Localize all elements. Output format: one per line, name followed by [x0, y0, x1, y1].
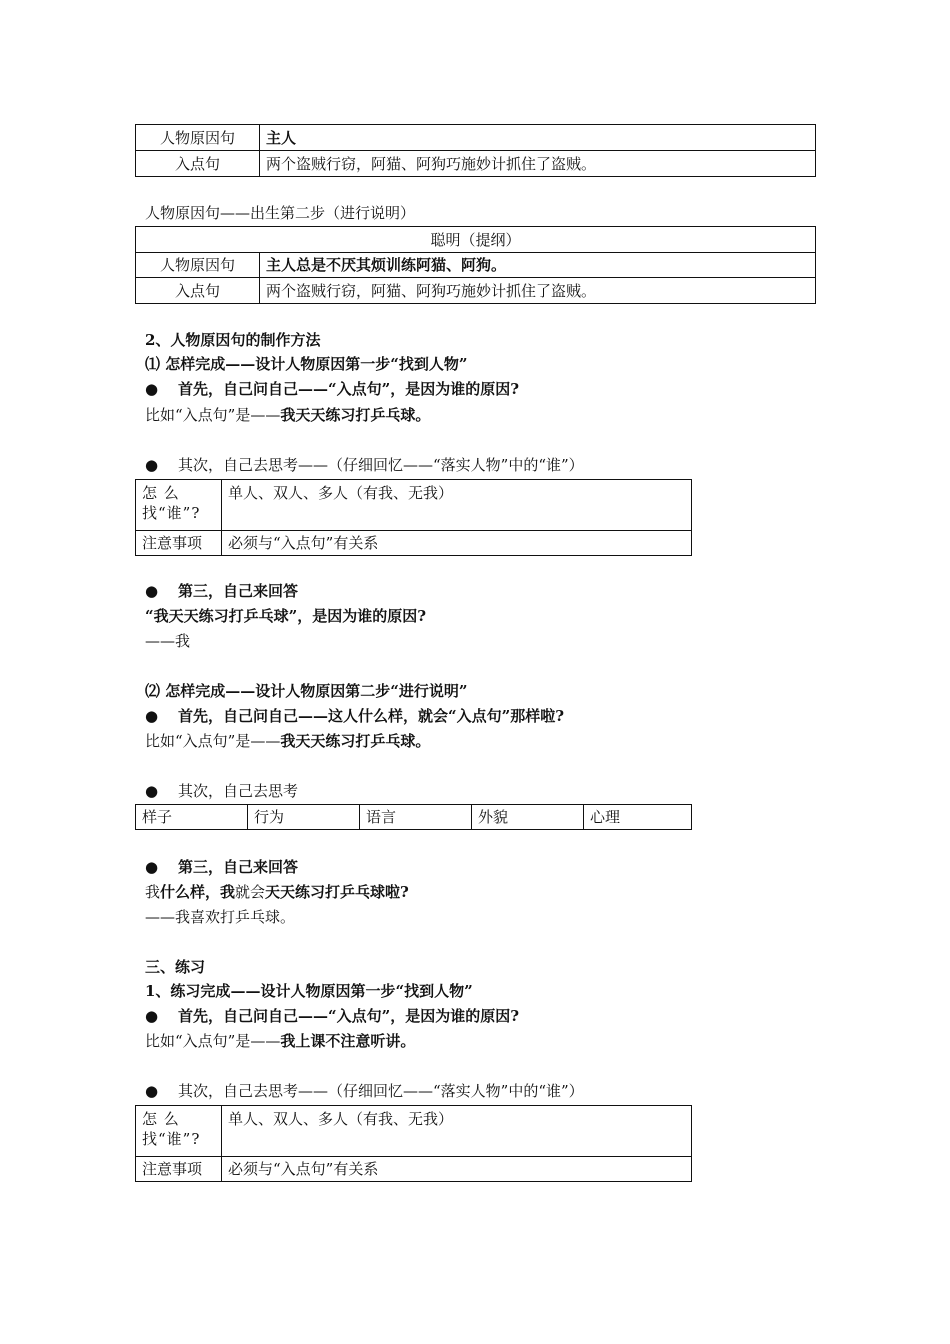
row-label: 人物原因句: [136, 253, 260, 278]
row-value: 两个盗贼行窃，阿猫、阿狗巧施妙计抓住了盗贼。: [260, 278, 816, 304]
row-value: 主人: [260, 125, 816, 151]
table-row: [136, 151, 816, 177]
row-label: 怎 么 找“谁”?: [136, 1106, 222, 1157]
row-label: 人物原因句: [136, 125, 260, 151]
row-value: 单人、双人、多人（有我、无我）: [222, 1106, 692, 1157]
table-find-who-practice: [135, 1105, 692, 1182]
table-header: 聪明（提纲）: [136, 227, 816, 253]
row-label: 注意事项: [136, 531, 222, 556]
table-character-reason-2: [135, 226, 816, 304]
step-title: 1、练习完成——设计人物原因第一步“找到人物”: [145, 982, 473, 1000]
table-row: [136, 1106, 692, 1157]
bullet-icon: ●: [145, 782, 159, 800]
answer-question: 我什么样，我就会天天练习打乒乓球啦?: [145, 883, 409, 901]
table-find-who: [135, 479, 692, 556]
bullet-line: ● 首先，自己问自己——“入点句”，是因为谁的原因?: [145, 1007, 520, 1025]
option-cell: 心理: [584, 805, 692, 830]
table-caption: 人物原因句——出生第二步（进行说明）: [145, 204, 416, 222]
row-value: 必须与“入点句”有关系: [222, 531, 692, 556]
row-label: 怎 么 找“谁”?: [136, 480, 222, 531]
table-row: [136, 125, 816, 151]
step-title: ⑴ 怎样完成——设计人物原因第一步“找到人物”: [145, 355, 468, 373]
bullet-icon: ●: [145, 380, 159, 398]
table-row: [136, 253, 816, 278]
table-row: [136, 805, 692, 830]
example-line: 比如“入点句”是——我天天练习打乒乓球。: [145, 732, 431, 750]
section-heading: 2、人物原因句的制作方法: [145, 331, 321, 349]
bullet-line: ● 首先，自己问自己——“入点句”，是因为谁的原因?: [145, 380, 520, 398]
bullet-icon: ●: [145, 858, 159, 876]
table-options: [135, 804, 692, 830]
row-label: 入点句: [136, 151, 260, 177]
bullet-line: ● 首先，自己问自己——这人什么样，就会“入点句”那样啦?: [145, 707, 565, 725]
bullet-line: ● 其次，自己去思考——（仔细回忆——“落实人物”中的“谁”）: [145, 1082, 584, 1100]
example-line: 比如“入点句”是——我上课不注意听讲。: [145, 1032, 416, 1050]
table-row: [136, 480, 692, 531]
row-value: 两个盗贼行窃，阿猫、阿狗巧施妙计抓住了盗贼。: [260, 151, 816, 177]
bullet-line: ● 第三，自己来回答: [145, 858, 299, 876]
table-row: [136, 1157, 692, 1182]
table-row: [136, 227, 816, 253]
bullet-icon: ●: [145, 707, 159, 725]
bullet-line: ● 第三，自己来回答: [145, 582, 299, 600]
section-heading: 三、练习: [145, 958, 206, 976]
table-row: [136, 278, 816, 304]
option-cell: 样子: [136, 805, 248, 830]
option-cell: 行为: [248, 805, 360, 830]
answer-text: ——我: [145, 632, 191, 650]
bullet-icon: ●: [145, 1082, 159, 1100]
table-row: [136, 531, 692, 556]
row-value: 单人、双人、多人（有我、无我）: [222, 480, 692, 531]
step-title: ⑵ 怎样完成——设计人物原因第二步“进行说明”: [145, 682, 468, 700]
row-value: 主人总是不厌其烦训练阿猫、阿狗。: [260, 253, 816, 278]
option-cell: 语言: [360, 805, 472, 830]
row-label: 入点句: [136, 278, 260, 304]
example-line: 比如“入点句”是——我天天练习打乒乓球。: [145, 406, 431, 424]
bullet-icon: ●: [145, 456, 159, 474]
bullet-line: ● 其次，自己去思考——（仔细回忆——“落实人物”中的“谁”）: [145, 456, 584, 474]
answer-text: ——我喜欢打乒乓球。: [145, 908, 296, 926]
row-value: 必须与“入点句”有关系: [222, 1157, 692, 1182]
option-cell: 外貌: [472, 805, 584, 830]
row-label: 注意事项: [136, 1157, 222, 1182]
bullet-line: ● 其次，自己去思考: [145, 782, 299, 800]
bullet-icon: ●: [145, 582, 159, 600]
answer-question: “我天天练习打乒乓球”，是因为谁的原因?: [145, 607, 427, 625]
table-character-reason-1: [135, 124, 816, 177]
bullet-icon: ●: [145, 1007, 159, 1025]
